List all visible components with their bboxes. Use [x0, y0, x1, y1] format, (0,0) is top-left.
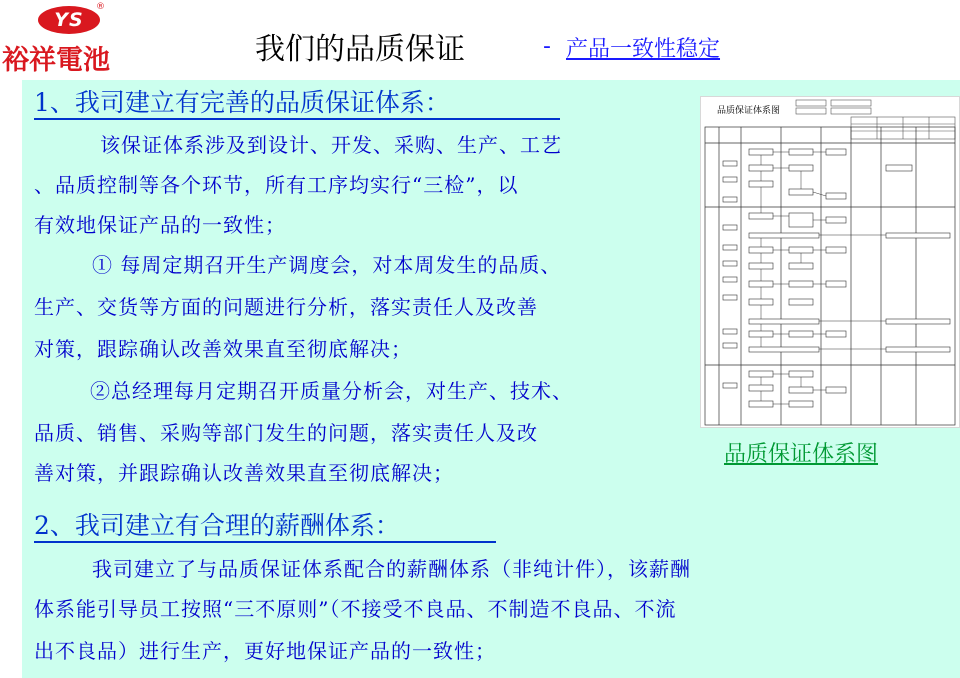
diagram-inner-title: 品质保证体系图 [717, 106, 781, 116]
logo-company-name: 裕祥電池 [2, 45, 110, 76]
logo-mark-text: YS [54, 9, 84, 31]
section2-line: 我司建立了与品质保证体系配合的薪酬体系（非纯计件），该薪酬 [92, 557, 691, 581]
logo-mark [38, 6, 100, 34]
diagram-caption-link[interactable]: 品质保证体系图 [724, 442, 879, 467]
registered-mark: ® [96, 2, 105, 12]
section1-line: 有效地保证产品的一致性； [34, 213, 286, 237]
section1-line: 品质、销售、采购等部门发生的问题，落实责任人及改 [34, 421, 538, 445]
quality-system-diagram-image [700, 96, 960, 428]
title-separator: - [543, 34, 551, 59]
section1-heading: 1、我司建立有完善的品质保证体系： [34, 87, 560, 120]
section1-line: 善对策，并跟踪确认改善效果直至彻底解决； [34, 461, 454, 485]
section2-heading: 2、我司建立有合理的薪酬体系： [34, 510, 496, 543]
page-title: 我们的品质保证 [255, 32, 465, 67]
section1-line: 对策，跟踪确认改善效果直至彻底解决； [34, 337, 412, 361]
section1-line: ① 每周定期召开生产调度会，对本周发生的品质、 [92, 253, 562, 277]
section1-line: 生产、交货等方面的问题进行分析，落实责任人及改善 [34, 295, 538, 319]
section1-line: 该保证体系涉及到设计、开发、采购、生产、工艺 [100, 133, 562, 157]
section2-line: 出不良品）进行生产，更好地保证产品的一致性； [34, 639, 496, 663]
page-subtitle-link[interactable]: 产品一致性稳定 [566, 37, 721, 62]
section2-line: 体系能引导员工按照“三不原则”（不接受不良品、不制造不良品、不流 [34, 597, 677, 621]
company-logo [0, 0, 130, 78]
flowchart-thumbnail [701, 97, 959, 427]
section1-line: ②总经理每月定期召开质量分析会，对生产、技术、 [90, 379, 573, 403]
section1-line: 、品质控制等各个环节，所有工序均实行“三检”，以 [34, 173, 519, 197]
